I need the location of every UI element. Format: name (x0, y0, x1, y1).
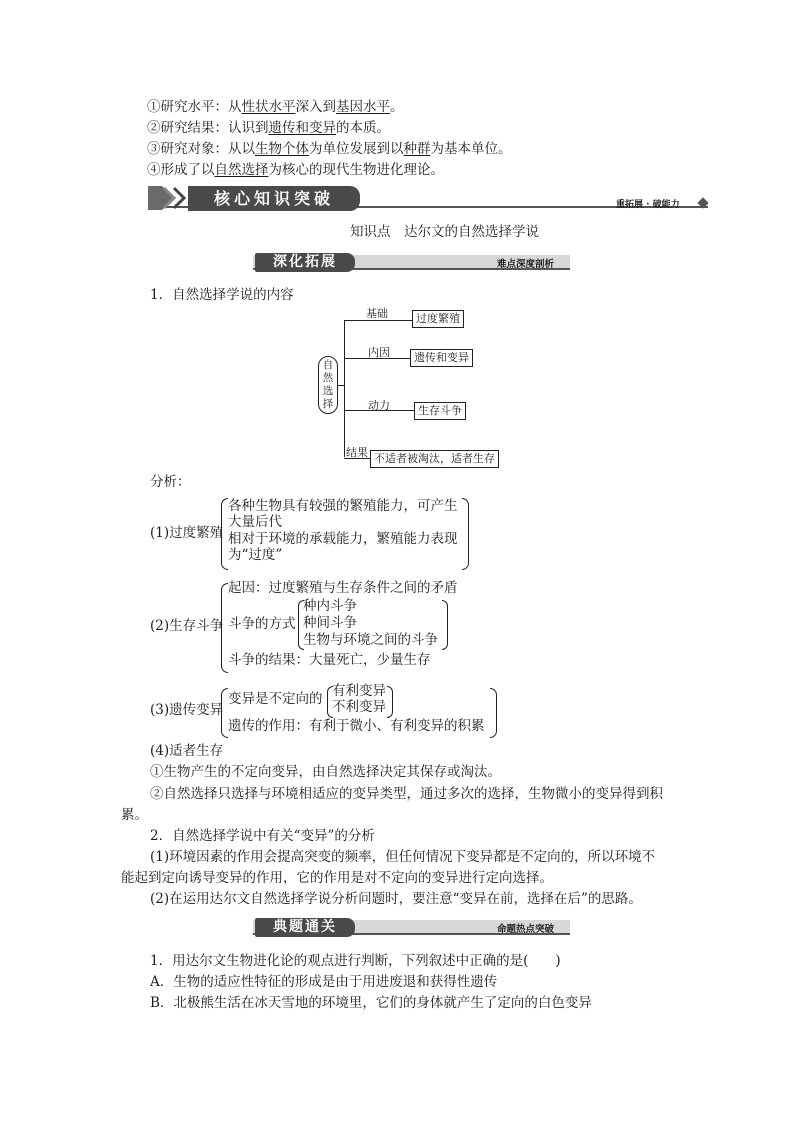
variation-type-right-brace (387, 686, 393, 718)
option-a: A．生物的适应性特征的形成是由于用进废退和获得性遗传 (150, 974, 498, 990)
struggle-method: 种内斗争 (303, 598, 357, 614)
struggle-cause: 起因：过度繁殖与生存条件之间的矛盾 (228, 580, 458, 596)
diagram-box-heredity-variation: 遗传和变异 (410, 349, 473, 367)
overbreeding-right-brace (462, 498, 469, 570)
typical-problems-right-tag: 命题热点突破 (497, 924, 555, 935)
overbreeding-line: 相对于环境的承载能力，繁殖能力表现 (228, 531, 458, 547)
intro-line-2: ②研究结果：认识到遗传和变异的本质。 (147, 120, 390, 136)
diagram-box-survival: 不适者被淘汰，适者生存 (370, 450, 499, 468)
deepen-chip: 深化拓展 (255, 253, 355, 272)
survival-paragraph-1: ①生物产生的不定向变异，由自然选择决定其保存或淘汰。 (150, 764, 501, 780)
diagram-box-overbreeding: 过度繁殖 (412, 310, 464, 328)
option-b: B．北极熊生活在冰天雪地的环境里，它们的身体就产生了定向的白色变异 (150, 995, 592, 1011)
variation-paragraph-1: (1)环境因素的作用会提高突变的频率，但任何情况下变异都是不定向的，所以环境不 (150, 849, 656, 865)
content-heading: 1．自然选择学说的内容 (150, 287, 294, 303)
intro-line-3: ③研究对象：从以生物个体为单位发展到以种群为基本单位。 (147, 141, 512, 157)
variation-analysis-heading: 2．自然选择学说中有关“变异”的分析 (150, 828, 375, 844)
diagram-label-result: 结果 (346, 446, 368, 459)
question-stem: 1．用达尔文生物进化论的观点进行判断，下列叙述中正确的是( ) (150, 953, 561, 969)
overbreeding-brace (221, 498, 228, 570)
heredity-label: (3)遗传变异 (150, 702, 224, 718)
diagram-box-struggle: 生存斗争 (414, 402, 466, 420)
analysis-label: 分析： (150, 474, 191, 490)
struggle-method-right-brace (442, 600, 448, 650)
diagram-label-driving-force: 动力 (368, 399, 390, 412)
intro-line-1: ①研究水平：从性状水平深入到基因水平。 (147, 99, 404, 115)
survival-label: (4)适者生存 (150, 743, 224, 759)
banner-chevron-icon (148, 186, 192, 210)
overbreeding-line: 各种生物具有较强的繁殖能力，可产生 (228, 498, 458, 514)
knowledge-point-title: 知识点 达尔文的自然选择学说 (350, 224, 539, 240)
struggle-brace (221, 583, 228, 673)
banner-title: 核心知识突破 (188, 186, 360, 211)
deepen-right-tag: 难点深度剖析 (497, 259, 555, 270)
diagram-label-basis: 基础 (366, 307, 388, 320)
struggle-result: 斗争的结果：大量死亡，少量生存 (228, 652, 431, 668)
diagram-label-internal: 内因 (368, 346, 390, 359)
overbreeding-line: 大量后代 (228, 514, 282, 530)
struggle-method: 种间斗争 (303, 615, 357, 631)
variation-type: 有利变异 (332, 683, 386, 699)
variation-type: 不利变异 (332, 699, 386, 715)
struggle-method: 生物与环境之间的斗争 (303, 632, 438, 648)
intro-line-4: ④形成了以自然选择为核心的现代生物进化理论。 (147, 162, 444, 178)
variation-undirected: 变异是不定向的 (228, 691, 323, 707)
survival-paragraph-2: ②自然选择只选择与环境相适应的变异类型，通过多次的选择，生物微小的变异得到积 (150, 786, 663, 802)
struggle-method-label: 斗争的方式 (228, 616, 296, 632)
struggle-label: (2)生存斗争 (150, 618, 224, 634)
variation-paragraph-2: (2)在运用达尔文自然选择学说分析问题时，要注意“变异在前，选择在后”的思路。 (150, 891, 642, 907)
diagram-center-ellipse: 自然选择 (318, 356, 338, 414)
heredity-brace (221, 688, 228, 738)
overbreeding-line: 为“过度” (228, 547, 283, 563)
banner-right-tag: 重拓展 · 破能力 (616, 200, 680, 210)
heredity-right-brace (490, 688, 497, 738)
survival-paragraph-2-cont: 累。 (121, 807, 148, 823)
heredity-role: 遗传的作用：有利于微小、有利变异的积累 (228, 718, 485, 734)
variation-paragraph-1-cont: 能起到定向诱导变异的作用，它的作用是对不定向的变异进行定向选择。 (121, 870, 553, 886)
overbreeding-label: (1)过度繁殖 (150, 525, 224, 541)
typical-problems-chip: 典题通关 (255, 918, 355, 937)
